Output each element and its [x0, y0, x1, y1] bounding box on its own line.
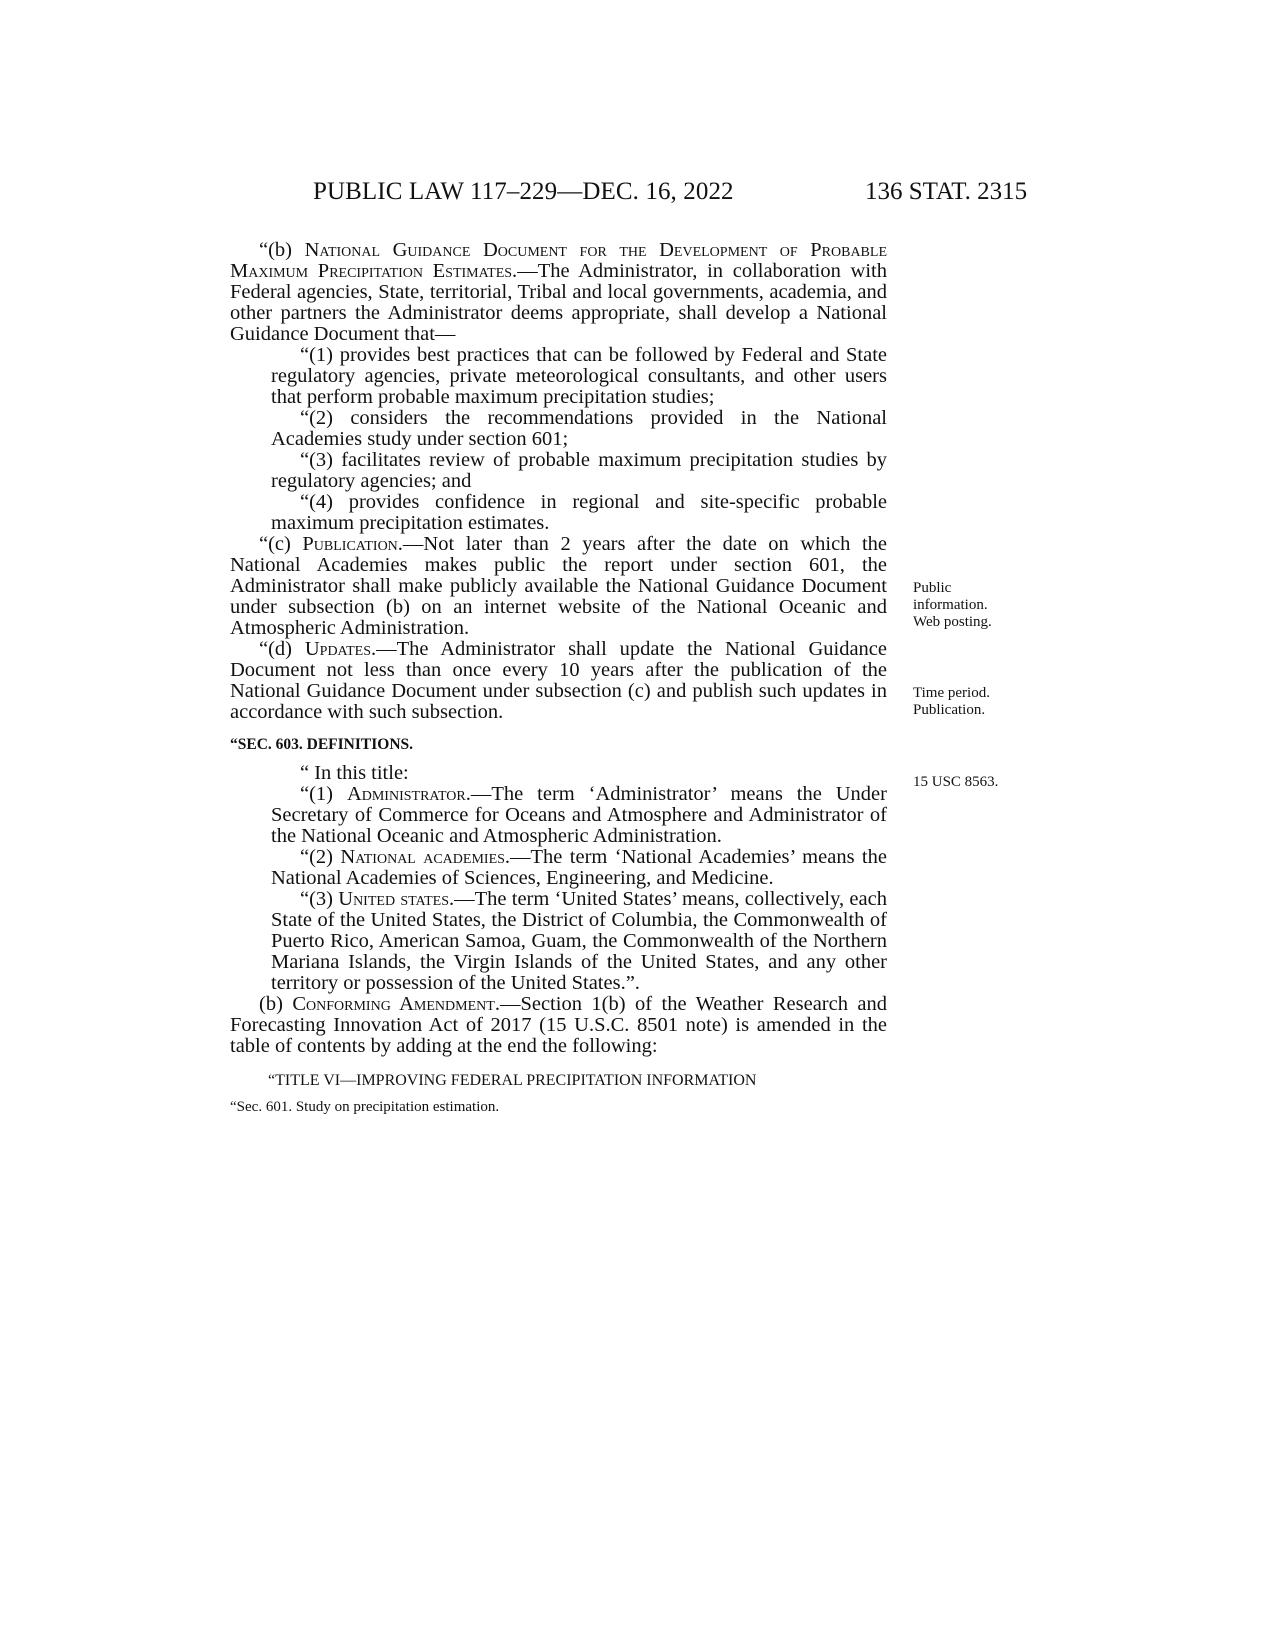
- toc-title: “TITLE VI—IMPROVING FEDERAL PRECIPITATION INFORMATION: [268, 1072, 757, 1089]
- conforming-amendment: (b) Conforming Amendment.—Section 1(b) of the Weather Research and Forecasting Innovation Act of 2017 (15 U.S.C. 8501 note) is amended in the table of contents by adding at the end the following:: [230, 993, 888, 1057]
- subsection-b: “(b) National Guidance Document for the Development of Probable Maximum Precipitation Estimates.—The Administrator, in collaboration with Federal agencies, State, territorial, Tribal and local governments, academia, and other partners the Administrator deems appropriate, shall develop a National Guidance Document that—: [230, 239, 887, 345]
- paragraph-b1: “(1) provides best practices that can be followed by Federal and State regulatory agencies, private meteorological consultants, and other users that perform probable maximum precipitation studies;: [271, 344, 887, 408]
- subsection-c-heading: Publication.: [302, 533, 403, 555]
- margin-note-public-information: Public information. Web posting.: [913, 580, 992, 630]
- subsection-d: “(d) Updates.—The Administrator shall update the National Guidance Document not less than once every 10 years after the publication of the National Guidance Document under subsection (c) and publish such updates in accordance with such subsection.: [230, 638, 887, 723]
- definition-national-academies: “(2) National academies.—The term ‘National Academies’ means the National Academies of Sciences, Engineering, and Medicine.: [271, 846, 887, 889]
- statute-page-number: 136 STAT. 2315: [865, 178, 1028, 205]
- section-603-heading: “SEC. 603. DEFINITIONS.: [230, 736, 414, 753]
- paragraph-b3: “(3) facilitates review of probable maximum precipitation studies by regulatory agencies; and: [271, 449, 887, 492]
- paragraph-b4: “(4) provides confidence in regional and site-specific probable maximum precipitation estimates.: [271, 491, 887, 534]
- subsection-c: “(c) Publication.—Not later than 2 years after the date on which the National Academies makes public the report under section 601, the Administrator shall make publicly available the National Guidance Document under subsection (b) on an internet website of the National Oceanic and Atmospheric Administration.: [230, 533, 888, 639]
- subsection-d-heading: Updates.: [304, 638, 377, 660]
- main-text-column: [230, 240, 887, 1117]
- toc-item: “Sec. 601. Study on precipitation estimation.: [230, 1099, 500, 1115]
- page-header: [0, 178, 1275, 214]
- section-603-intro: “ In this title:: [300, 762, 409, 784]
- definition-administrator: “(1) Administrator.—The term ‘Administrator’ means the Under Secretary of Commerce for Oceans and Atmosphere and Administrator of the National Oceanic and Atmospheric Administration.: [271, 783, 887, 847]
- subsection-b-heading: National Guidance Document for the Development of Probable Maximum Precipitation Estimates.: [230, 239, 887, 282]
- definition-united-states: “(3) United states.—The term ‘United States’ means, collectively, each State of the United States, the District of Columbia, the Commonwealth of Puerto Rico, American Samoa, Guam, the Commonwealth of the Northern Mariana Islands, the Virgin Islands of the United States, and any other territory or possession of the United States.”.: [271, 888, 887, 994]
- running-head-title: PUBLIC LAW 117–229—DEC. 16, 2022: [313, 178, 734, 205]
- paragraph-b2: “(2) considers the recommendations provided in the National Academies study under section 601;: [271, 407, 887, 450]
- margin-note-usc-citation: 15 USC 8563.: [913, 774, 999, 790]
- margin-note-time-period: Time period. Publication.: [913, 685, 990, 718]
